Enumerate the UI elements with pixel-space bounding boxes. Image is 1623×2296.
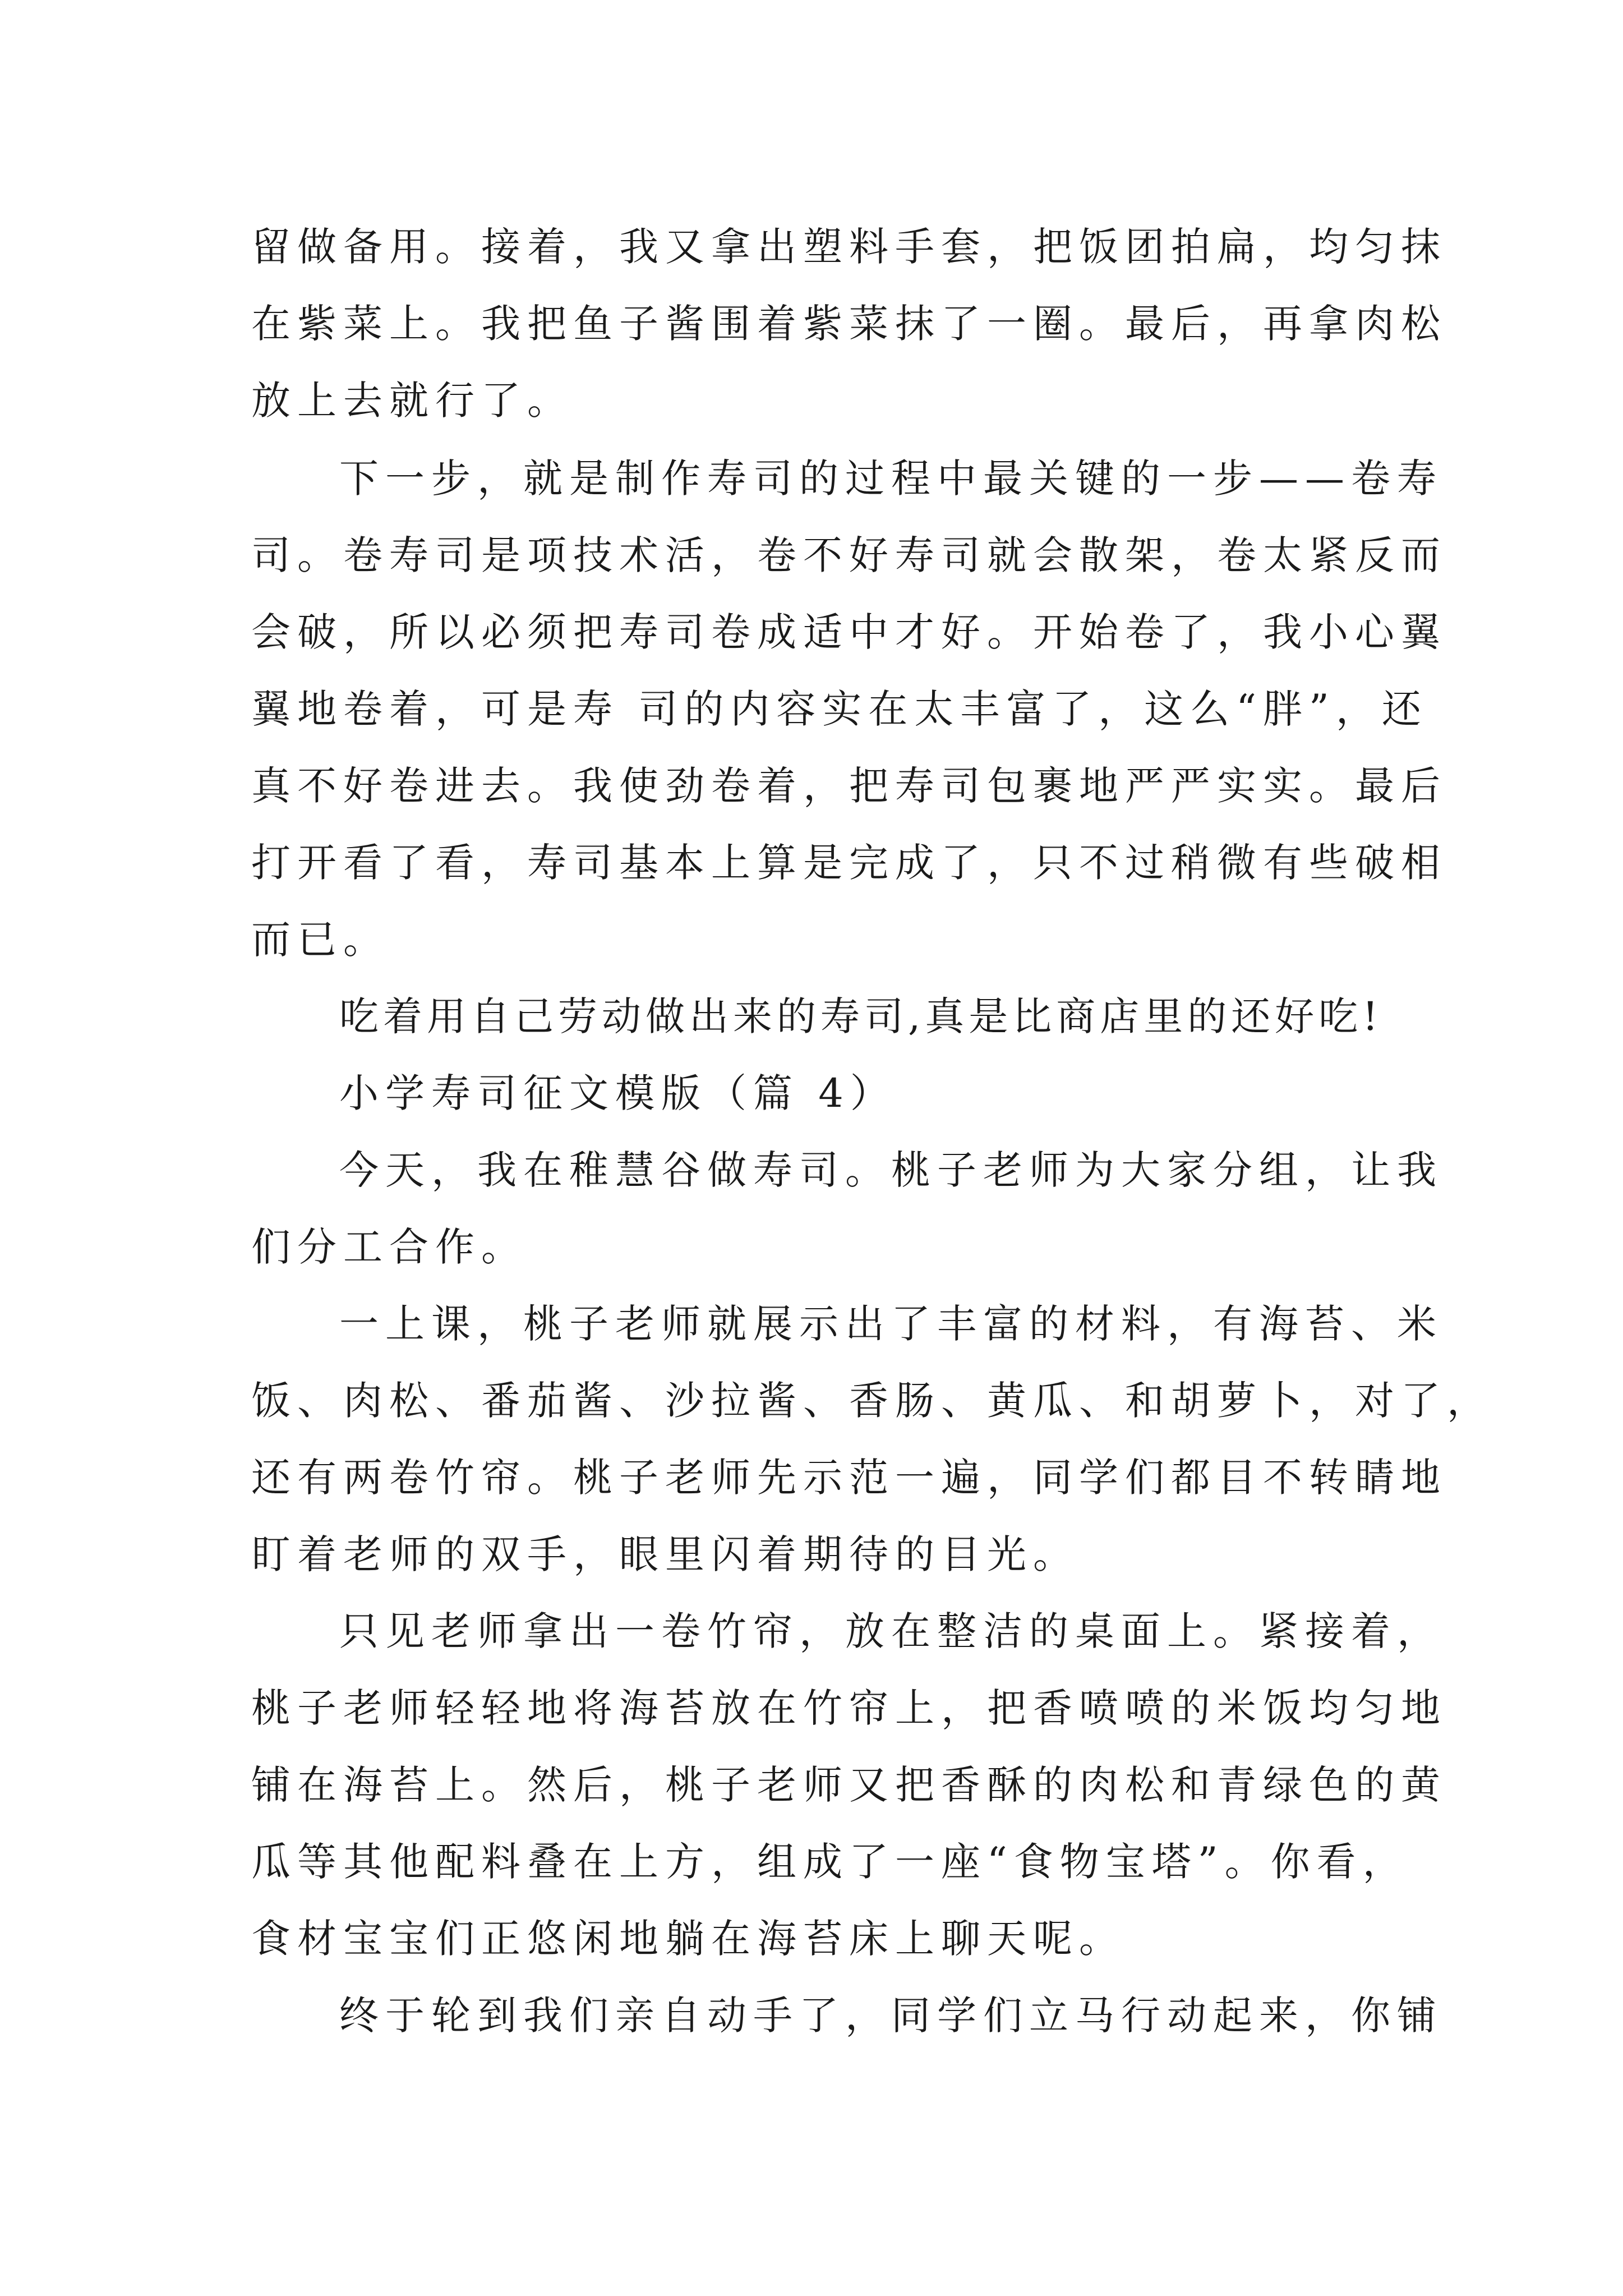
text-line: 一上课，桃子老师就展示出了丰富的材料，有海苔、米 [339,1301,1443,1347]
section-heading: 小学寿司征文模版（篇 4） [339,1070,896,1116]
text-line: 打开看了看，寿司基本上算是完成了，只不过稍微有些破相 [251,840,1447,886]
text-line: 吃着用自己劳动做出来的寿司,真是比商店里的还好吃! [339,993,1383,1039]
text-line: 翼地卷着，可是寿 司的内容实在太丰富了，这么“胖”，还 [251,686,1428,732]
text-line: 会破，所以必须把寿司卷成适中才好。开始卷了，我小心翼 [251,609,1447,655]
text-line: 铺在海苔上。然后，桃子老师又把香酥的肉松和青绿色的黄 [251,1762,1447,1808]
text-line: 饭、肉松、番茄酱、沙拉酱、香肠、黄瓜、和胡萝卜，对了， [251,1378,1493,1424]
text-line: 今天，我在稚慧谷做寿司。桃子老师为大家分组，让我 [339,1147,1443,1193]
text-line: 还有两卷竹帘。桃子老师先示范一遍，同学们都目不转睛地 [251,1455,1447,1501]
text-line: 下一步，就是制作寿司的过程中最关键的一步——卷寿 [339,455,1443,501]
text-line: 盯着老师的双手，眼里闪着期待的目光。 [251,1531,1079,1577]
text-line: 桃子老师轻轻地将海苔放在竹帘上，把香喷喷的米饭均匀地 [251,1685,1447,1731]
text-line: 放上去就行了。 [251,378,573,424]
text-line: 而已。 [251,917,389,963]
text-line: 终于轮到我们亲自动手了，同学们立马行动起来，你铺 [339,1993,1443,2039]
text-line: 司。卷寿司是项技术活，卷不好寿司就会散架，卷太紧反而 [251,532,1447,578]
text-line: 食材宝宝们正悠闲地躺在海苔床上聊天呢。 [251,1916,1125,1962]
text-line: 瓜等其他配料叠在上方，组成了一座“食物宝塔”。你看， [251,1839,1409,1885]
text-line: 留做备用。接着，我又拿出塑料手套，把饭团拍扁，均匀抹 [251,224,1447,270]
text-line: 在紫菜上。我把鱼子酱围着紫菜抹了一圈。最后，再拿肉松 [251,301,1447,347]
text-line: 真不好卷进去。我使劲卷着，把寿司包裹地严严实实。最后 [251,763,1447,809]
text-line: 们分工合作。 [251,1224,527,1270]
text-line: 只见老师拿出一卷竹帘，放在整洁的桌面上。紧接着， [339,1608,1443,1654]
